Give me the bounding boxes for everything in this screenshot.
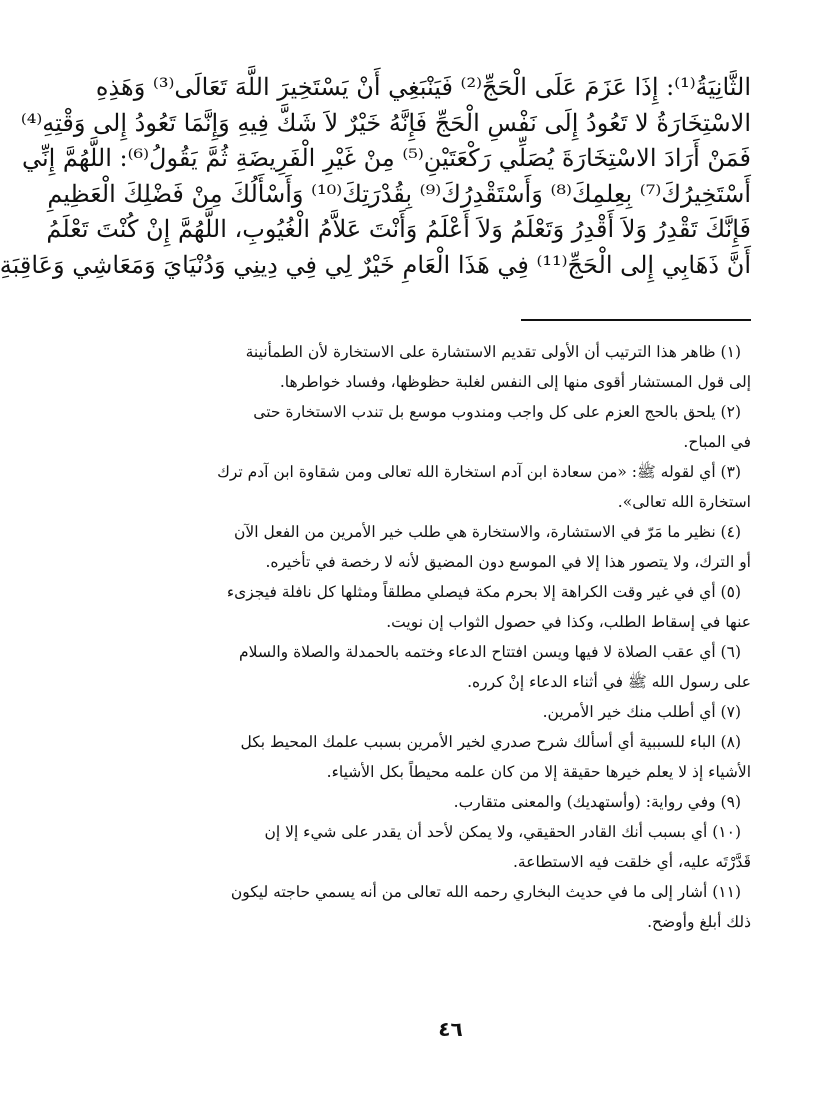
footnote-line: قَدَّرْتَه عليه، أي خلقت فيه الاستطاعة.	[512, 853, 751, 871]
footnote-line: (١١) أشار إلى ما في حديث البخاري رحمه الله تعالى من أنه يسمي حاجته ليكون	[230, 883, 741, 901]
footnote-5	[136, 577, 751, 637]
footnote-line: استخارة الله تعالى».	[617, 493, 751, 511]
page-body	[0, 70, 751, 1099]
main-text	[0, 70, 751, 283]
footnote-line: (١) ظاهر هذا الترتيب أن الأولى تقديم الاستشارة على الاستخارة لأن الطمأنينة	[245, 343, 741, 361]
footnote-line: عنها في إسقاط الطلب، وكذا في حصول الثواب إن نويت.	[386, 613, 751, 631]
footnotes	[136, 337, 751, 937]
footnote-line: (١٠) أي بسبب أنك القادر الحقيقي، ولا يمكن لأحد أن يقدر على شيء إلا إن	[264, 823, 741, 841]
footnote-line: الأشياء إذ لا يعلم خيرها حقيقة إلا من كان علمه محيطاً بكل الأشياء.	[326, 763, 751, 781]
footnote-line: إلى قول المستشار أقوى منها إلى النفس لغلبة حظوظها، وفساد خواطرها.	[279, 373, 751, 391]
main-text-line: فَمَنْ أَرَادَ الاسْتِخَارَةَ يُصَلِّي رَكْعَتَيْنِ⁽⁵⁾ مِنْ غَيْرِ الْفَرِيضَةِ ثُمَّ يَقُولُ⁽⁶⁾: اللَّهُمَّ إِنِّي	[21, 144, 751, 172]
footnote-2	[136, 397, 751, 457]
main-text-line: فَإِنَّكَ تَقْدِرُ وَلاَ أَقْدِرُ وَتَعْلَمُ وَلاَ أَعْلَمُ وَأَنْتَ عَلاَّمُ الْغُيُوبِ، اللَّهُمَّ إِنْ كُنْتَ تَعْلَمُ	[46, 215, 751, 243]
footnote-9	[136, 787, 751, 817]
footnote-line: في المباح.	[683, 433, 751, 451]
footnote-11	[136, 877, 751, 937]
main-text-line: أَسْتَخِيرُكَ⁽⁷⁾ بِعِلمِكَ⁽⁸⁾ وَأَسْتَقْدِرُكَ⁽⁹⁾ بِقُدْرَتِكَ⁽¹⁰⁾ وَأَسْأَلُكَ مِنْ فَضْلِكَ الْعَظِيمِ	[47, 179, 751, 208]
footnote-line: (٩) وفي رواية: (وأستهديك) والمعنى متقارب.	[453, 793, 741, 811]
footnote-line: (٤) نظير ما مَرّ في الاستشارة، والاستخارة هي طلب خير الأمرين من الفعل الآن	[234, 523, 741, 541]
footnote-line: أو الترك، ولا يتصور هذا إلا في الموسع دون المضيق لأنه لا رخصة في تأخيره.	[265, 553, 751, 571]
footnote-6	[136, 637, 751, 697]
page-number: ٤٦	[438, 1017, 463, 1041]
footnote-10	[136, 817, 751, 877]
footnote-3	[136, 457, 751, 517]
footnote-line: (٧) أي أطلب منك خير الأمرين.	[542, 703, 741, 721]
footnote-line: (٥) أي في غير وقت الكراهة إلا بحرم مكة فيصلي مطلقاً ومثلها كل نافلة فيجزىء	[226, 583, 741, 601]
main-text-line: الاسْتِخَارَةُ لا تَعُودُ إِلَى نَفْسِ الْحَجِّ فَإِنَّهُ خَيْرٌ لاَ شَكَّ فِيهِ وَإِنَّمَا تَعُودُ إِلى وَقْتِهِ⁽⁴⁾	[20, 108, 751, 137]
footnote-8	[136, 727, 751, 787]
footnote-7	[136, 697, 751, 727]
footnote-4	[136, 517, 751, 577]
footnote-line: (٦) أي عقب الصلاة لا فيها ويسن افتتاح الدعاء وختمه بالحمدلة والصلاة والسلام	[238, 643, 741, 661]
footnote-divider	[521, 319, 751, 321]
footnote-line: (٢) يلحق بالحج العزم على كل واجب ومندوب موسع بل تندب الاستخارة حتى	[253, 403, 741, 421]
footnote-line: (٨) الباء للسببية أي أسألك شرح صدري لخير الأمرين بسبب علمك المحيط بكل	[240, 733, 741, 751]
main-text-line: الثَّانِيَةُ⁽¹⁾: إِذَا عَزَمَ عَلَى الْحَجِّ⁽²⁾ فَيَنْبَغِي أَنْ يَسْتَخِيرَ اللَّهَ تَعَالَى⁽³⁾ وَهَذِهِ	[95, 73, 751, 101]
footnote-line: ذلك أبلغ وأوضح.	[647, 913, 751, 931]
footnote-1	[136, 337, 751, 397]
main-text-line: أَنَّ ذَهَابِي إِلى الْحَجِّ⁽¹¹⁾ فِي هَذَا الْعَامِ خَيْرٌ لِي فِي دِينِي وَدُنْيَايَ وَمَعَاشِي وَعَاقِبَةِ	[0, 250, 751, 279]
footnote-line: (٣) أي لقوله ﷺ: «من سعادة ابن آدم استخارة الله تعالى ومن شقاوة ابن آدم ترك	[217, 463, 741, 481]
footnote-line: على رسول الله ﷺ في أثناء الدعاء إنْ كرره.	[467, 673, 751, 691]
